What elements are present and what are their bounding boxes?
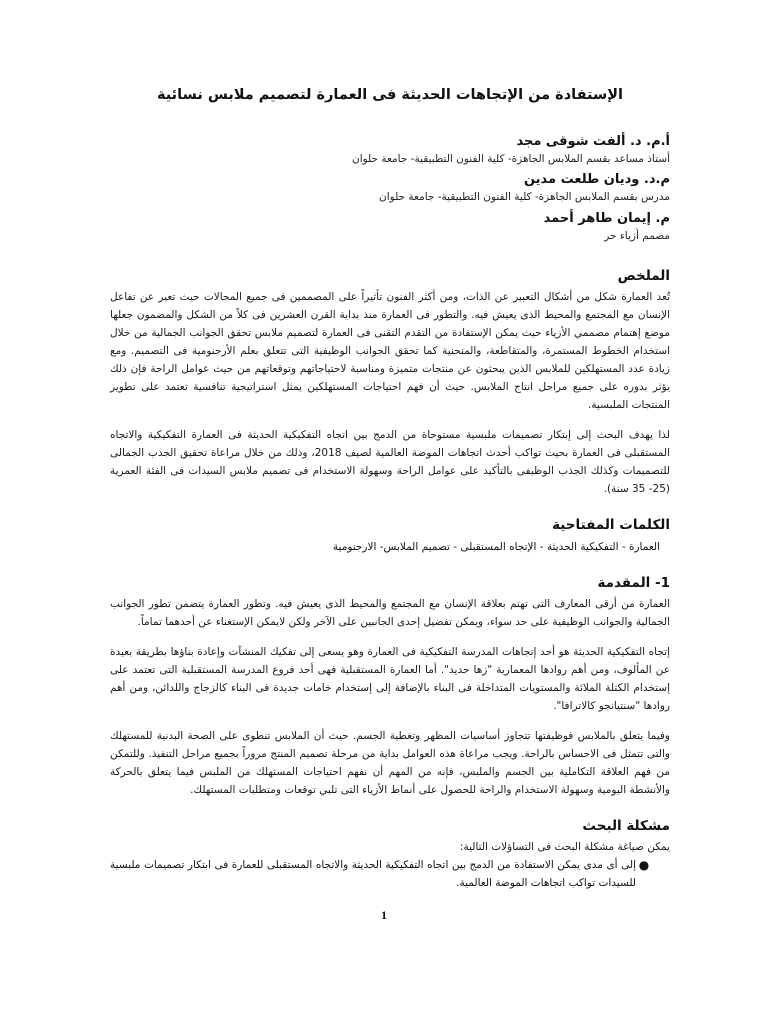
author-affiliation: مصمم أزياء حر xyxy=(604,229,670,242)
keywords-section xyxy=(110,516,670,556)
introduction-heading: 1- المقدمة xyxy=(597,574,670,591)
author-affiliation: أستاذ مساعد بقسم الملابس الجاهزة- كلية الفنون التطبيقية- جامعة حلوان xyxy=(352,152,670,165)
introduction-section xyxy=(110,574,670,799)
page-body xyxy=(110,86,670,892)
abstract-paragraph: تُعد العمارة شكل من أشكال التعبير عن الذات، ومن أكثر الفنون تأثيراً على المصممين فى جميع المجالات حيث تعبر عن تفاعل الإنسان مع المجتمع والمحيط الذى يعيش فيه. والتطور فى العمارة منذ بداية القرن العشرين فى كلاً من الشكل والمضمون جعلها موضع إهتمام مصممي الأزياء حيث يمكن الإستفادة من التقدم التقنى فى العمارة لتصميم ملابس تحقق الجوانب الجمالية من خلال استخدام الخطوط المستمرة، والمتقاطعة، والمنحنية كما تحقق الجوانب الوظيفية التى تتعلق بعلم الأرجنومية فى التصميم. ومع زيادة عدد المستهلكين للملابس الذين يبحثون عن منتجات متميزة ومناسبة لاحتياجاتهم وتوقعاتهم من حيث عوامل الراحة فإن ذلك يؤثر بدوره على جميع مراحل انتاج الملابس. حيث أن فهم احتياجات المستهلكين يمثل استراتيجية تنافسية تعتمد على تطوير المنتجات الملبسية. xyxy=(110,290,670,411)
author-name: م. إيمان طاهر أحمد xyxy=(543,211,670,227)
research-problem-section xyxy=(110,817,670,892)
abstract-paragraph: لذا يهدف البحث إلى إبتكار تصميمات ملبسية مستوحاة من الدمج بين اتجاه التفكيكية الحديثة فى العمارة التفكيكية والاتجاه المستقبلى فى العمارة بحيث تواكب أحدث اتجاهات الموضة العالمية لصيف 2018، وذلك من خلال مراعاة تحقيق الجذب الجمالى للتصميمات وكذلك الجذب الوظيفى بالتأكيد على عوامل الراحة وسهولة الاستخدام فى تصميم ملابس السيدات فى الفئة العمرية (25- 35 سنة). xyxy=(110,428,670,495)
author-affiliation: مدرس بقسم الملابس الجاهزة- كلية الفنون التطبيقية- جامعة حلوان xyxy=(379,191,670,204)
authors-block xyxy=(110,133,670,245)
research-problem-intro: يمكن صياغة مشكلة البحث فى التساؤلات التالية: xyxy=(459,840,670,853)
page-number: 1 xyxy=(381,908,387,922)
research-problem-heading: مشكلة البحث xyxy=(582,818,670,835)
introduction-paragraph: العمارة من أرقى المعارف التى تهتم بعلاقة الإنسان مع المجتمع والمحيط الذى يعيش فيه. وتطور العمارة يتضمن تطور الجوانب الجمالية والجوانب الوظيفية على حد سواء، ويمكن تفضيل إحدى الجانبين على الآخر ولكن لايمكن الإستغناء عن أحدهما تماماً. xyxy=(110,597,670,628)
research-question-text: إلى أى مدى يمكن الاستفادة من الدمج بين اتجاه التفكيكية الحديثة والاتجاه المستقبلى للعمارة فى ابتكار تصميمات ملبسية للسيدات تواكب اتجاهات الموضة العالمية. xyxy=(110,859,636,890)
research-question-item xyxy=(110,856,670,892)
bullet-icon: ● xyxy=(638,858,650,873)
keywords-heading: الكلمات المفتاحية xyxy=(552,517,670,534)
abstract-heading: الملخص xyxy=(617,267,670,284)
keywords-text: العمارة - التفكيكية الحديثة - الإتجاه المستقبلى - تصميم الملابس- الارجنومية xyxy=(332,540,660,553)
abstract-section xyxy=(110,267,670,498)
paper-title: الإستفادة من الإتجاهات الحديثة فى العمارة لتصميم ملابس نسائية xyxy=(156,87,624,103)
introduction-paragraph: وفيما يتعلق بالملابس فوظيفتها تتجاوز أساسيات المظهر وتغطية الجسم. حيث أن الملابس تنطوى على الصحة البدنية للمستهلك والتى تتمثل فى الاحساس بالراحة. ويجب مراعاة هذه العوامل بداية من مرحلة تصميم المنتج مروراً بجميع مراحل التنفيذ. وللتمكن من فهم العلاقة التكاملية بين الجسم والملبس، فإنه من المهم أن نفهم احتياجات المستهلك من الملبس فيما يتعلق بالحركة والأنشطة اليومية وسهولة الاستخدام والراحة للحصول على أنماط الأزياء التى تلبي توقعات ومتطلبات المستهلك. xyxy=(110,729,670,797)
introduction-paragraph: إتجاه التفكيكية الحديثة هو أحد إتجاهات المدرسة التفكيكية فى العمارة وهو يسعى إلى تفكيك المنشآت وإعادة بناؤها بطريقة بعيدة عن المألوف، ومن أهم روادها المعمارية "زها حديد". أما العمارة المستقبلية فهى أحد فروع المدرسة المستقبلية التى تعتمد على إستخدام الكتلة الملائة والمستويات المتداخلة فى البناء بالإضافة إلى إستخدام خامات جديدة فى البناء كالزجاج واللدائن، ومن أهم روادها "سنتيانجو كالاترافا". xyxy=(110,645,670,712)
author-name: أ.م. د. ألفت شوقى مجد xyxy=(516,133,670,149)
author-name: م.د. وديان طلعت مدين xyxy=(523,172,670,188)
